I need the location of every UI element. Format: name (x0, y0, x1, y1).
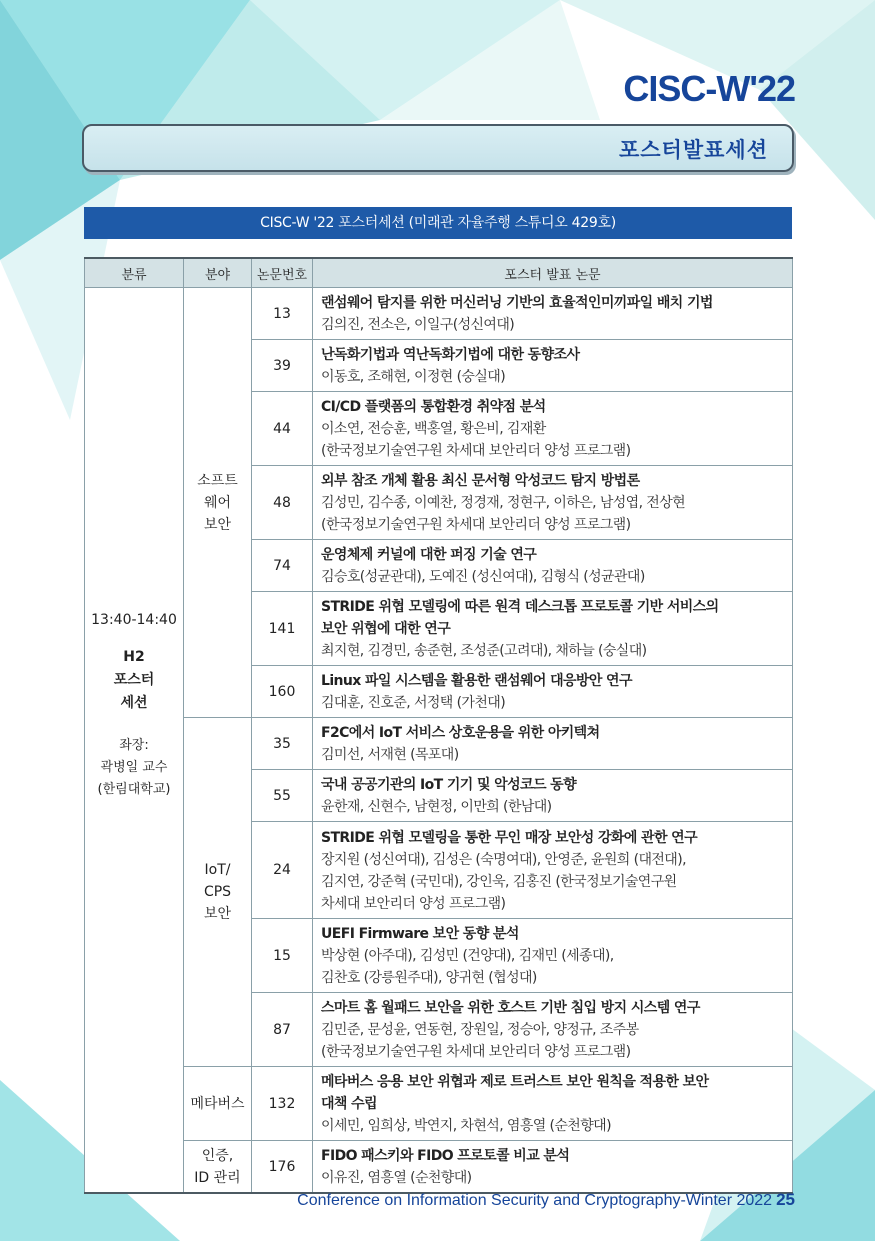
paper-authors: 김승호(성균관대), 도예진 (성신여대), 김형식 (성균관대) (321, 569, 645, 585)
paper-number: 15 (252, 919, 313, 993)
header-paper: 포스터 발표 논문 (313, 258, 793, 288)
paper-number: 24 (252, 822, 313, 919)
paper-number: 160 (252, 666, 313, 718)
paper-cell (313, 718, 793, 770)
conference-brand: CISC-W'22 (623, 68, 795, 109)
paper-title: 보안 위협에 대한 연구 (321, 621, 451, 637)
paper-authors: 김찬호 (강릉원주대), 양귀현 (협성대) (321, 970, 537, 986)
paper-authors: 이유진, 염흥열 (순천향대) (321, 1170, 472, 1186)
paper-title: 스마트 홈 월패드 보안을 위한 호스트 기반 침입 방지 시스템 연구 (321, 1000, 700, 1016)
page-footer (297, 1190, 795, 1210)
paper-title: 운영체제 커널에 대한 퍼징 기술 연구 (321, 547, 537, 563)
poster-session-table-wrap (84, 207, 792, 1194)
paper-title: CI/CD 플랫폼의 통합환경 취약점 분석 (321, 399, 546, 415)
paper-number: 48 (252, 466, 313, 540)
footer-text: Conference on Information Security and Cryptography-Winter 2022 (297, 1192, 773, 1209)
paper-authors: 이세민, 임희상, 박연지, 차현석, 염흥열 (순천향대) (321, 1118, 611, 1134)
paper-cell (313, 993, 793, 1067)
paper-title: FIDO 패스키와 FIDO 프로토콜 비교 분석 (321, 1148, 570, 1164)
paper-number: 44 (252, 392, 313, 466)
header-paper-number: 논문번호 (252, 258, 313, 288)
poster-session-table (84, 257, 793, 1194)
paper-cell (313, 540, 793, 592)
paper-cell (313, 392, 793, 466)
session-time: 13:40-14:40 (91, 612, 177, 628)
paper-title: 국내 공공기관의 IoT 기기 및 악성코드 동향 (321, 777, 577, 793)
table-row (85, 1067, 793, 1141)
session-cell (85, 288, 184, 1194)
field-metaverse: 메타버스 (184, 1067, 252, 1141)
paper-authors: 최지현, 김경민, 송준현, 조성준(고려대), 채하늘 (숭실대) (321, 643, 647, 659)
session-name: H2 포스터 세션 (113, 649, 155, 711)
paper-authors: 김미선, 서재현 (목포대) (321, 747, 459, 763)
header-field: 분야 (184, 258, 252, 288)
paper-number: 39 (252, 340, 313, 392)
paper-authors: 윤한재, 신현수, 남현정, 이만희 (한남대) (321, 799, 552, 815)
paper-authors: (한국정보기술연구원 차세대 보안리더 양성 프로그램) (321, 443, 631, 459)
paper-cell (313, 666, 793, 718)
paper-title: STRIDE 위협 모델링에 따른 원격 데스크톱 프로토콜 기반 서비스의 (321, 599, 719, 615)
paper-cell (313, 1141, 793, 1194)
paper-authors: 차세대 보안리더 양성 프로그램) (321, 895, 506, 912)
paper-cell (313, 288, 793, 340)
paper-title: STRIDE 위협 모델링을 통한 무인 매장 보안성 강화에 관한 연구 (321, 829, 697, 846)
paper-title: Linux 파일 시스템을 활용한 랜섬웨어 대응방안 연구 (321, 673, 632, 689)
paper-authors: 장지원 (성신여대), 김성은 (숙명여대), 안영준, 윤원희 (대전대), (321, 851, 686, 868)
page-number: 25 (776, 1190, 795, 1209)
paper-number: 141 (252, 592, 313, 666)
paper-number: 74 (252, 540, 313, 592)
paper-authors: 김대훈, 진호준, 서정택 (가천대) (321, 695, 506, 711)
paper-title: F2C에서 IoT 서비스 상호운용을 위한 아키텍쳐 (321, 725, 600, 741)
paper-cell (313, 466, 793, 540)
paper-number: 87 (252, 993, 313, 1067)
paper-number: 13 (252, 288, 313, 340)
field-iot-cps-security: IoT/ CPS 보안 (184, 718, 252, 1067)
paper-authors: 이동호, 조해현, 이정현 (숭실대) (321, 369, 506, 385)
header-category: 분류 (85, 258, 184, 288)
paper-cell (313, 919, 793, 993)
paper-title: 랜섬웨어 탐지를 위한 머신러닝 기반의 효율적인미끼파일 배치 기법 (321, 295, 713, 311)
paper-title: 외부 참조 개체 활용 최신 문서형 악성코드 탐지 방법론 (321, 473, 640, 489)
paper-authors: (한국정보기술연구원 차세대 보안리더 양성 프로그램) (321, 1044, 631, 1060)
paper-authors: 이소연, 전승훈, 백홍열, 황은비, 김재환 (321, 421, 546, 437)
field-auth-id-management: 인증, ID 관리 (184, 1141, 252, 1194)
paper-title: 메타버스 응용 보안 위협과 제로 트러스트 보안 원칙을 적용한 보안 (321, 1074, 709, 1090)
paper-authors: 박상현 (아주대), 김성민 (건양대), 김재민 (세종대), (321, 948, 614, 964)
paper-authors: (한국정보기술연구원 차세대 보안리더 양성 프로그램) (321, 517, 631, 533)
paper-authors: 김의진, 전소은, 이일구(성신여대) (321, 317, 515, 333)
paper-cell (313, 592, 793, 666)
table-row (85, 718, 793, 770)
paper-number: 176 (252, 1141, 313, 1194)
banner-title: 포스터발표세션 (618, 138, 768, 162)
table-row (85, 1141, 793, 1194)
paper-cell (313, 822, 793, 919)
session-chair: 좌장: 곽병일 교수 (한림대학교) (97, 738, 171, 797)
paper-authors: 김지연, 강준혁 (국민대), 강인욱, 김홍진 (한국정보기술연구원 (321, 873, 677, 890)
paper-title: UEFI Firmware 보안 동향 분석 (321, 926, 519, 942)
field-software-security: 소프트 웨어 보안 (184, 288, 252, 718)
paper-number: 132 (252, 1067, 313, 1141)
paper-title: 대책 수립 (321, 1096, 377, 1112)
table-row (85, 288, 793, 340)
paper-cell (313, 340, 793, 392)
paper-cell (313, 770, 793, 822)
paper-authors: 김민준, 문성윤, 연동현, 장원일, 정승아, 양정규, 조주봉 (321, 1022, 639, 1038)
paper-number: 55 (252, 770, 313, 822)
paper-cell (313, 1067, 793, 1141)
paper-authors: 김성민, 김수종, 이예찬, 정경재, 정현구, 이하은, 남성엽, 전상현 (321, 495, 686, 511)
paper-title: 난독화기법과 역난독화기법에 대한 동향조사 (321, 347, 580, 363)
section-banner (82, 124, 794, 172)
table-caption: CISC-W '22 포스터세션 (미래관 자율주행 스튜디오 429호) (84, 207, 792, 239)
paper-number: 35 (252, 718, 313, 770)
